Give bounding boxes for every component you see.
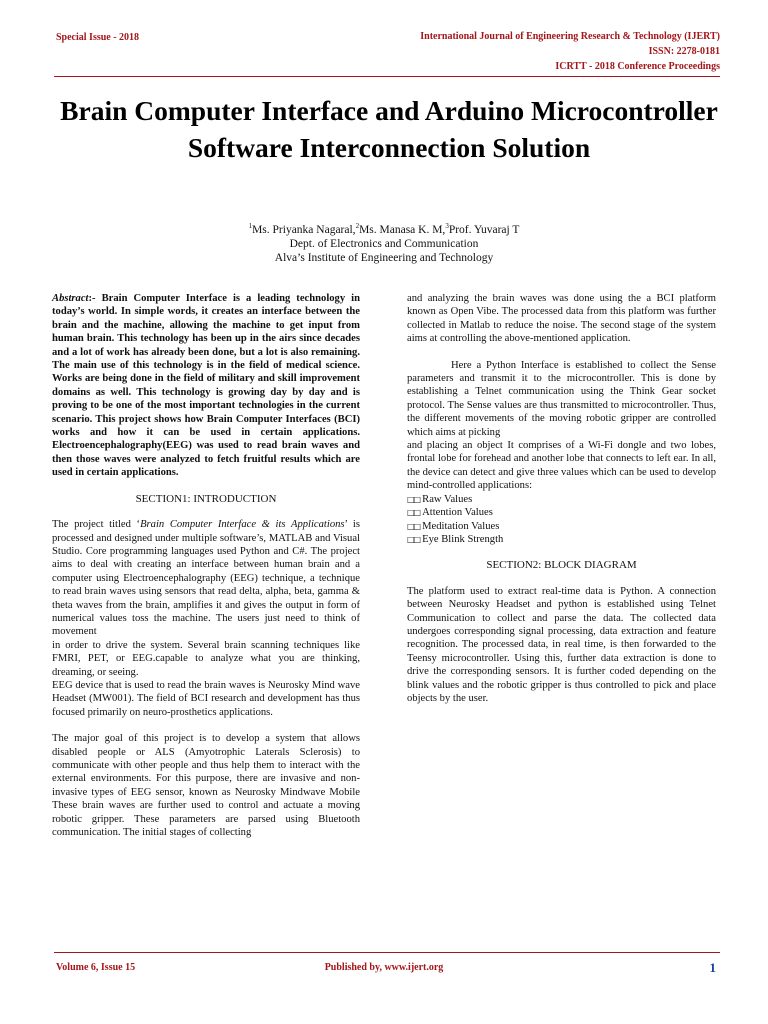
checkbox-glyph-icon: □□ [407,508,421,518]
list-item: □□ Eye Blink Strength [407,533,504,545]
header-journal-block [420,29,720,74]
section1-paragraph-2: in order to drive the system. Several brain scanning techniques like FMRI, PET, or EEG.capable to analyze what you are thinking, dreaming, or seeing. [52,639,360,678]
section2-heading: SECTION2: BLOCK DIAGRAM [486,559,637,572]
header-issn: ISSN: 2278-0181 [648,46,720,57]
section1-heading: SECTION1: INTRODUCTION [135,492,277,505]
abstract-label: Abstract [52,293,89,304]
section2-paragraph-1: The platform used to extract real-time data is Python. A connection between Neurosky Headset and python is established using Telnet Communication to collect and parse the data. The collected data undergoes corresponding signal processing, data extraction and feature recognition. The processed data, in real time, is then forwarded to the Teensy microcontroller. Using this, further data extraction is done to drive the corresponding sensors. It is further coded depending on the blink values and the robotic gripper is thus controlled to pick and place objects by the user. [407,585,716,704]
author-institute: Alva’s Institute of Engineering and Technology [274,251,494,264]
left-column [52,292,360,839]
right-paragraph-3: and placing an object It comprises of a Wi-Fi dongle and two lobes, frontal lobe for forehead and another lobe that connects to left ear. In all, the device can detect and give three values which can be used to develop mind-controlled applications: [407,440,716,492]
header-journal-name: International Journal of Engineering Research & Technology (IJERT) [420,31,720,42]
list-item: □□ Attention Values [407,507,493,519]
section1-paragraph-4: The major goal of this project is to develop a system that allows disabled people or ALS (Amyotrophic Laterals Sclerosis) to communicate with other people and thus help them to interact with the external environments. For this purpose, there are invasive and non-invasive types of EEG sensor, known as Neurosky Mindwave Mobile These brain waves are further used to control and actuate a moving robotic gripper. These parameters are parsed using Bluetooth communication. The initial stages of collecting [52,733,360,839]
footer-publisher: Published by, www.ijert.org [324,962,444,973]
checkbox-glyph-icon: □□ [407,521,421,531]
author-block [0,219,768,265]
footer-volume: Volume 6, Issue 15 [56,962,136,973]
author-department: Dept. of Electronics and Communication [289,237,479,250]
checkbox-glyph-icon: □□ [407,534,421,544]
section1-paragraph-3: EEG device that is used to read the brain waves is Neurosky Mind wave Headset (MW001). The field of BCI research and development has thus focused primarily on neuro-prosthetics applications. [52,679,360,718]
header-divider [54,76,720,77]
checkbox-glyph-icon: □□ [407,494,421,504]
list-item: □□ Meditation Values [407,520,500,532]
right-paragraph-2: Here a Python Interface is established to collect the Sense parameters and transmit it to the microcontroller. This is done by establishing a Telnet communication using the Think Gear socket protocol. The Sense values are thus transmitted to microcontroller. Thus, the different movements of the moving robotic gripper are controlled which aims at picking [407,359,716,438]
list-item: □□ Raw Values [407,493,473,505]
author-names: $^1$Ms. Priyanka Nagaral,$^2$Ms. Manasa K. M,$^3$Prof. Yuvaraj T [248,222,520,236]
header-proceedings: ICRTT - 2018 Conference Proceedings [555,61,720,72]
section1-paragraph-1: The project titled ‘Brain Computer Interface & its Applications’ is processed and designed under multiple software’s, MATLAB and Visual Studio. Core programming languages used Python and C#. The project aims to deal with creating an interface between human brain and a computer using Electroencephalography (EEG) technique, a technique to read brain waves using sensors that read delta, alpha, beta, gamma & theta waves from the brain, amplifies it and gives the output in form of numerical values toss the machine. The users just need to think of movement [52,519,360,638]
right-paragraph-1: and analyzing the brain waves was done using the a BCI platform known as Open Vibe. The processed data from this platform was further collected in Matlab to reduce the noise. The second stage of the system aims at controlling the above-mentioned application. [407,293,716,345]
header-special-issue: Special Issue - 2018 [56,32,140,43]
abstract-text: :- Brain Computer Interface is a leading technology in today’s world. In simple words, it creates an interface between the brain and the machine, allowing the machine to get input from human brain. This technology has been up in the airs since decades and a lot of work has already been done, but a lot is also remaining. The main use of this technology is in the field of medical science. Works are being done in the field of military and skill improvement domains as well. This technology is growing day by day and is proving to be one of the most important technologies in the current scenario. This project shows how Brain Computer Interfaces (BCI) works and how it can be used in certain applications. Electroencephalography(EEG) was used to read brain waves and then those waves were analyzed to fetch fruitful results which are used in certain applications. [52,293,360,479]
abstract [52,292,360,480]
right-column [407,292,716,705]
page-number: 1 [709,960,716,975]
eeg-values-list [407,493,716,547]
footer-divider [54,952,720,953]
paper-title: Brain Computer Interface and Arduino Microcontroller Software Interconnection Solution [60,95,718,163]
